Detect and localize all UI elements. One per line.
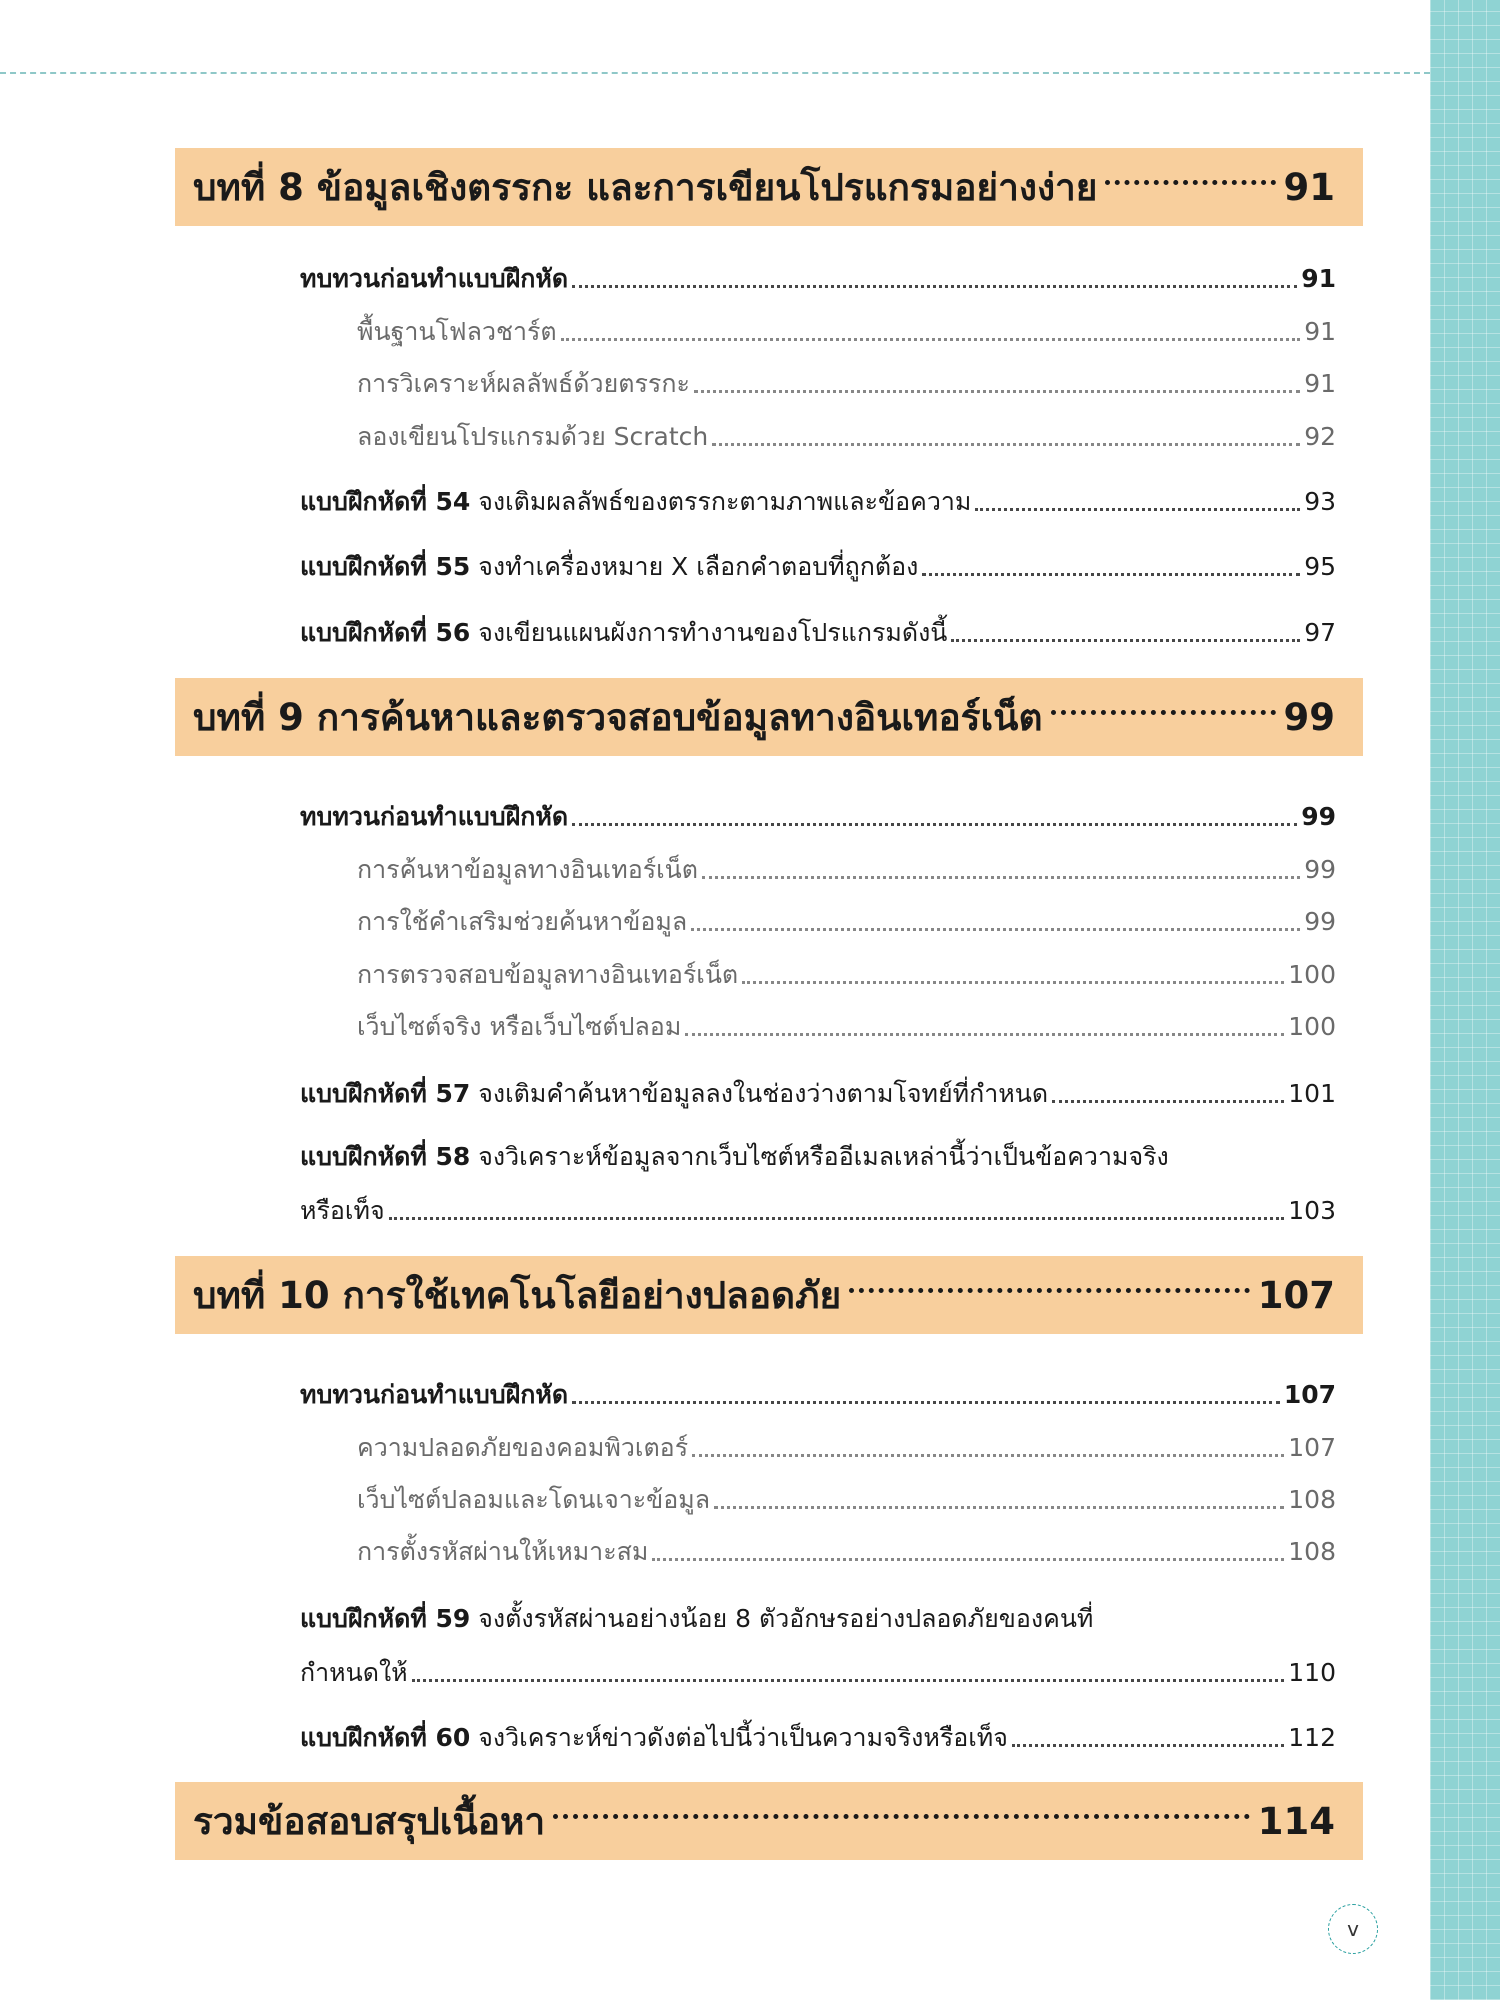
leader-dots (692, 1454, 1284, 1457)
leader-dots (389, 1217, 1285, 1220)
entry-page: 108 (1288, 1485, 1336, 1514)
leader-dots (691, 928, 1300, 931)
exercise-text: จงวิเคราะห์ข่าวดังต่อไปนี้ว่าเป็นความจริงหรือเท็จ (470, 1723, 1008, 1752)
toc-topic-row (357, 948, 1336, 992)
toc-exercise-row (300, 606, 1336, 650)
toc-topic-row (357, 357, 1336, 401)
exercise-number: แบบฝึกหัดที่ 59 (300, 1604, 471, 1633)
exercise-number: แบบฝึกหัดที่ 60 (300, 1723, 471, 1752)
toc-review-row (300, 1368, 1336, 1412)
leader-dots (922, 573, 1300, 576)
exercise-label (300, 1602, 1093, 1636)
entry-page: 97 (1304, 618, 1336, 647)
leader-dots (561, 338, 1301, 341)
chapter-page: 107 (1257, 1273, 1335, 1317)
topic-label: เว็บไซต์จริง หรือเว็บไซต์ปลอม (357, 1012, 682, 1041)
toc-topic-row (357, 1525, 1336, 1569)
exercise-label (300, 1077, 1048, 1111)
toc-topic-row (357, 1473, 1336, 1517)
toc-topic-row (357, 843, 1336, 887)
exercise-text-cont: กำหนดให้ (300, 1658, 408, 1687)
review-label: ทบทวนก่อนทำแบบฝึกหัด (300, 1380, 569, 1409)
chapter-10-heading (175, 1256, 1363, 1334)
exercise-number: แบบฝึกหัดที่ 56 (300, 618, 471, 647)
exercise-number: แบบฝึกหัดที่ 54 (300, 487, 471, 516)
toc-review-row (300, 252, 1336, 296)
leader-dots (694, 390, 1300, 393)
toc-review-row (300, 790, 1336, 834)
entry-page: 93 (1304, 487, 1336, 516)
leader-dots (652, 1558, 1284, 1561)
entry-page: 95 (1304, 552, 1336, 581)
exercise-text: จงตั้งรหัสผ่านอย่างน้อย 8 ตัวอักษรอย่างปลอดภัยของคนที่ (470, 1604, 1094, 1633)
toc-topic-row (357, 895, 1336, 939)
topic-label: การวิเคราะห์ผลลัพธ์ด้วยตรรกะ (357, 369, 690, 398)
entry-page: 112 (1288, 1723, 1336, 1752)
entry-page: 110 (1288, 1658, 1336, 1687)
leader-dots (412, 1679, 1285, 1682)
exercise-text: จงเติมคำค้นหาข้อมูลลงในช่องว่างตามโจทย์ที่กำหนด (470, 1079, 1049, 1108)
exercise-label (300, 550, 918, 584)
topic-label: เว็บไซต์ปลอมและโดนเจาะข้อมูล (357, 1485, 711, 1514)
leader-dots (685, 1033, 1284, 1036)
chapter-9-heading (175, 678, 1363, 756)
leader-dots (572, 1401, 1280, 1404)
topic-label: การค้นหาข้อมูลทางอินเทอร์เน็ต (357, 855, 699, 884)
chapter-title: บทที่ 10 การใช้เทคโนโลยีอย่างปลอดภัย (193, 1273, 842, 1317)
leader-dots (1012, 1744, 1284, 1747)
leader-dots (849, 1288, 1250, 1293)
entry-page: 91 (1301, 264, 1336, 293)
exercise-label (300, 616, 947, 650)
topic-label: ลองเขียนโปรแกรมด้วย Scratch (357, 422, 709, 451)
exercise-text: จงวิเคราะห์ข้อมูลจากเว็บไซต์หรืออีเมลเหล่านี้ว่าเป็นข้อความจริง (470, 1142, 1169, 1171)
entry-page: 99 (1301, 802, 1336, 831)
exercise-label (300, 1721, 1008, 1755)
review-label: ทบทวนก่อนทำแบบฝึกหัด (300, 802, 569, 831)
page-number-badge (1328, 1904, 1378, 1954)
chapter-page: 114 (1257, 1799, 1335, 1843)
entry-page: 101 (1288, 1079, 1336, 1108)
entry-page: 100 (1288, 960, 1336, 989)
chapter-page: 91 (1283, 165, 1335, 209)
topic-label: พื้นฐานโฟลวชาร์ต (357, 317, 557, 346)
entry-page: 107 (1288, 1433, 1336, 1462)
toc-exercise-row (300, 1711, 1336, 1755)
leader-dots (1105, 180, 1275, 185)
exercise-text: จงทำเครื่องหมาย X เลือกคำตอบที่ถูกต้อง (470, 552, 919, 581)
leader-dots (572, 823, 1297, 826)
toc-topic-row (357, 410, 1336, 454)
exercise-number: แบบฝึกหัดที่ 55 (300, 552, 471, 581)
topic-label: การตั้งรหัสผ่านให้เหมาะสม (357, 1537, 649, 1566)
toc-exercise-row-line1 (300, 1592, 1336, 1636)
leader-dots (714, 1506, 1284, 1509)
leader-dots (712, 443, 1300, 446)
topic-label: ความปลอดภัยของคอมพิวเตอร์ (357, 1433, 689, 1462)
leader-dots (742, 981, 1284, 984)
toc-exercise-row (300, 475, 1336, 519)
toc-exercise-row (300, 540, 1336, 584)
toc-topic-row (357, 305, 1336, 349)
chapter-8-heading (175, 148, 1363, 226)
review-label: ทบทวนก่อนทำแบบฝึกหัด (300, 264, 569, 293)
entry-page: 91 (1304, 317, 1336, 346)
toc-topic-row (357, 1000, 1336, 1044)
leader-dots (553, 1814, 1250, 1819)
leader-dots (1052, 1100, 1284, 1103)
leader-dots (975, 508, 1300, 511)
chapter-title: รวมข้อสอบสรุปเนื้อหา (193, 1799, 546, 1843)
exercise-number: แบบฝึกหัดที่ 58 (300, 1142, 471, 1171)
toc-exercise-row (300, 1067, 1336, 1111)
chapter-page: 99 (1283, 695, 1335, 739)
entry-page: 99 (1304, 907, 1336, 936)
topic-label: การตรวจสอบข้อมูลทางอินเทอร์เน็ต (357, 960, 739, 989)
exercise-text-cont: หรือเท็จ (300, 1196, 385, 1225)
page-number: v (1347, 1917, 1359, 1941)
exercise-text: จงเขียนแผนผังการทำงานของโปรแกรมดังนี้ (470, 618, 948, 647)
toc-exercise-row-line1 (300, 1130, 1336, 1174)
toc-topic-row (357, 1421, 1336, 1465)
entry-page: 103 (1288, 1196, 1336, 1225)
chapter-title: บทที่ 9 การค้นหาและตรวจสอบข้อมูลทางอินเทอร์เน็ต (193, 695, 1043, 739)
exercise-label (300, 485, 971, 519)
exercise-number: แบบฝึกหัดที่ 57 (300, 1079, 471, 1108)
entry-page: 107 (1283, 1380, 1336, 1409)
leader-dots (702, 876, 1300, 879)
leader-dots (951, 639, 1300, 642)
top-dashed-rule (0, 72, 1430, 74)
entry-page: 100 (1288, 1012, 1336, 1041)
entry-page: 92 (1304, 422, 1336, 451)
entry-page: 91 (1304, 369, 1336, 398)
entry-page: 99 (1304, 855, 1336, 884)
exercise-text: จงเติมผลลัพธ์ของตรรกะตามภาพและข้อความ (470, 487, 972, 516)
toc-exercise-row-line2 (300, 1184, 1336, 1228)
toc-exercise-row-line2 (300, 1646, 1336, 1690)
topic-label: การใช้คำเสริมช่วยค้นหาข้อมูล (357, 907, 688, 936)
leader-dots (1051, 710, 1276, 715)
exercise-label (300, 1140, 1169, 1174)
entry-page: 108 (1288, 1537, 1336, 1566)
side-color-strip (1430, 0, 1500, 2000)
chapter-title: บทที่ 8 ข้อมูลเชิงตรรกะ และการเขียนโปรแกรมอย่างง่าย (193, 165, 1098, 209)
leader-dots (572, 285, 1297, 288)
summary-heading (175, 1782, 1363, 1860)
